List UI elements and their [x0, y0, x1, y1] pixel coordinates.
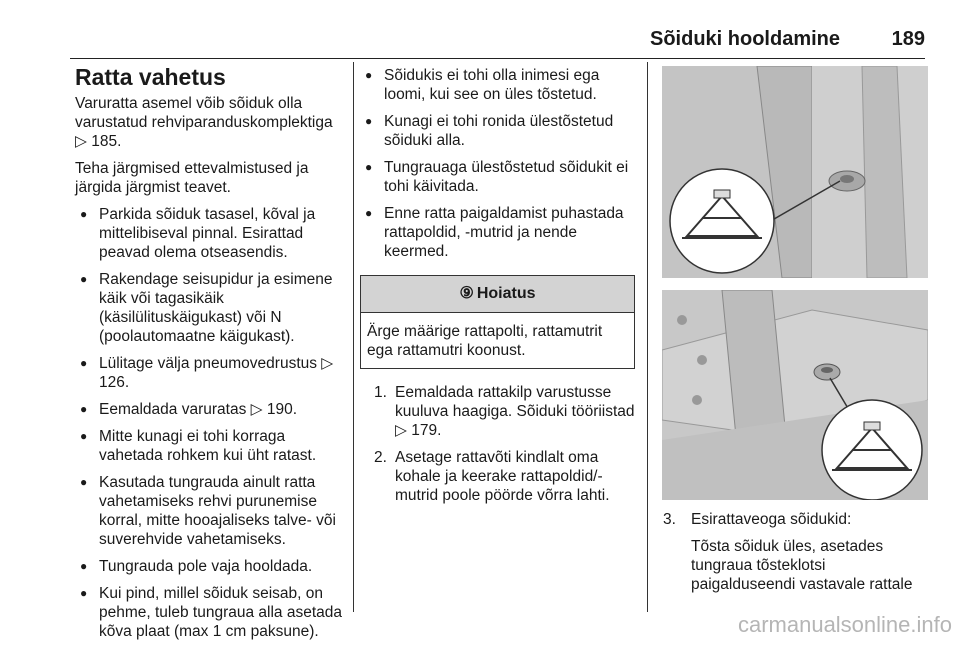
list-item: ● Lülitage välja pneumovedrustus ▷ 126.: [75, 354, 347, 392]
step-item: [360, 448, 635, 505]
list-item: ● Mitte kunagi ei tohi korraga vahetada rohkem kui üht ratast.: [75, 427, 347, 465]
list-item: ● Enne ratta paigaldamist puhastada rattapoldid, -mutrid ja nende keermed.: [360, 204, 635, 261]
step-item: [360, 383, 635, 440]
section-title: Ratta vahetus: [75, 64, 226, 90]
step-detail: Tõsta sõiduk üles, asetades tungraua tõsteklotsi paigalduseendi vastavale rattale: [691, 538, 913, 593]
column-divider: [353, 62, 354, 612]
step-number: 2.: [374, 449, 387, 466]
jack-illustration-top: [662, 66, 928, 278]
jack-drawing-top: [662, 66, 928, 278]
intro-paragraph: Teha järgmised ettevalmistused ja järgida järgmist teavet.: [75, 160, 309, 196]
page-number: 189: [891, 28, 925, 50]
list-item: ● Sõidukis ei tohi olla inimesi ega loomi, kui see on üles tõstetud.: [360, 66, 635, 104]
warning-box: [360, 275, 635, 369]
preparation-list: [75, 205, 347, 641]
safety-list: [360, 66, 635, 261]
list-item: ● Kunagi ei tohi ronida ülestõstetud sõiduki alla.: [360, 112, 635, 150]
chapter-title: Sõiduki hooldamine: [649, 28, 840, 50]
warning-header: [361, 276, 634, 313]
column-right-text: [663, 510, 928, 594]
list-item: ● Eemaldada varuratas ▷ 190.: [75, 400, 347, 419]
list-item: ● Tungrauaga ülestõstetud sõidukit ei tohi käivitada.: [360, 158, 635, 196]
step-number: 3.: [663, 511, 676, 528]
watermark: carmanualsonline.info: [737, 612, 952, 637]
list-item: ● Parkida sõiduk tasasel, kõval ja mittelibiseval pinnal. Esirattad peavad olema otseasendis.: [75, 205, 347, 262]
column-divider: [647, 62, 648, 612]
list-item: ● Kasutada tungrauda ainult ratta vahetamiseks rehvi purunemise korral, mitte hooajaliseks talve- või suverehvide vahetamiseks.: [75, 473, 347, 549]
list-item: ● Kui pind, millel sõiduk seisab, on pehme, tuleb tungraua alla asetada kõva plaat (max 1 cm paksune).: [75, 584, 347, 641]
step-number: 1.: [374, 384, 387, 401]
jack-drawing-bottom: [662, 290, 928, 500]
list-item: ● Rakendage seisupidur ja esimene käik või tagasikäik (käsilülituskäigukast) või N (poolautomaatne käigukast).: [75, 270, 347, 346]
steps-list: [360, 383, 635, 505]
intro-paragraph: Varuratta asemel võib sõiduk olla varustatud rehviparanduskomplektiga ▷ 185.: [75, 95, 333, 150]
warning-title: Hoiatus: [476, 285, 536, 302]
step-item: [663, 510, 928, 529]
jack-illustration-bottom: [662, 290, 928, 500]
steps-list-continued: [663, 510, 928, 529]
column-left: [75, 62, 347, 649]
step-text: Asetage rattavõti kindlalt oma kohale ja keerake rattapoldid/-mutrid poole pöörde võrra lahti.: [395, 449, 610, 504]
warning-text: Ärge määrige rattapolti, rattamutrit ega rattamutri koonust.: [367, 323, 603, 359]
list-item: ● Tungrauda pole vaja hooldada.: [75, 557, 347, 576]
step-text: Esirattaveoga sõidukid:: [691, 511, 852, 528]
column-middle: [360, 66, 635, 513]
page-header: [70, 0, 925, 59]
step-text: Eemaldada rattakilp varustusse kuuluva haagiga. Sõiduki tööriistad ▷ 179.: [395, 384, 635, 439]
warning-icon: ⑨: [459, 285, 474, 302]
